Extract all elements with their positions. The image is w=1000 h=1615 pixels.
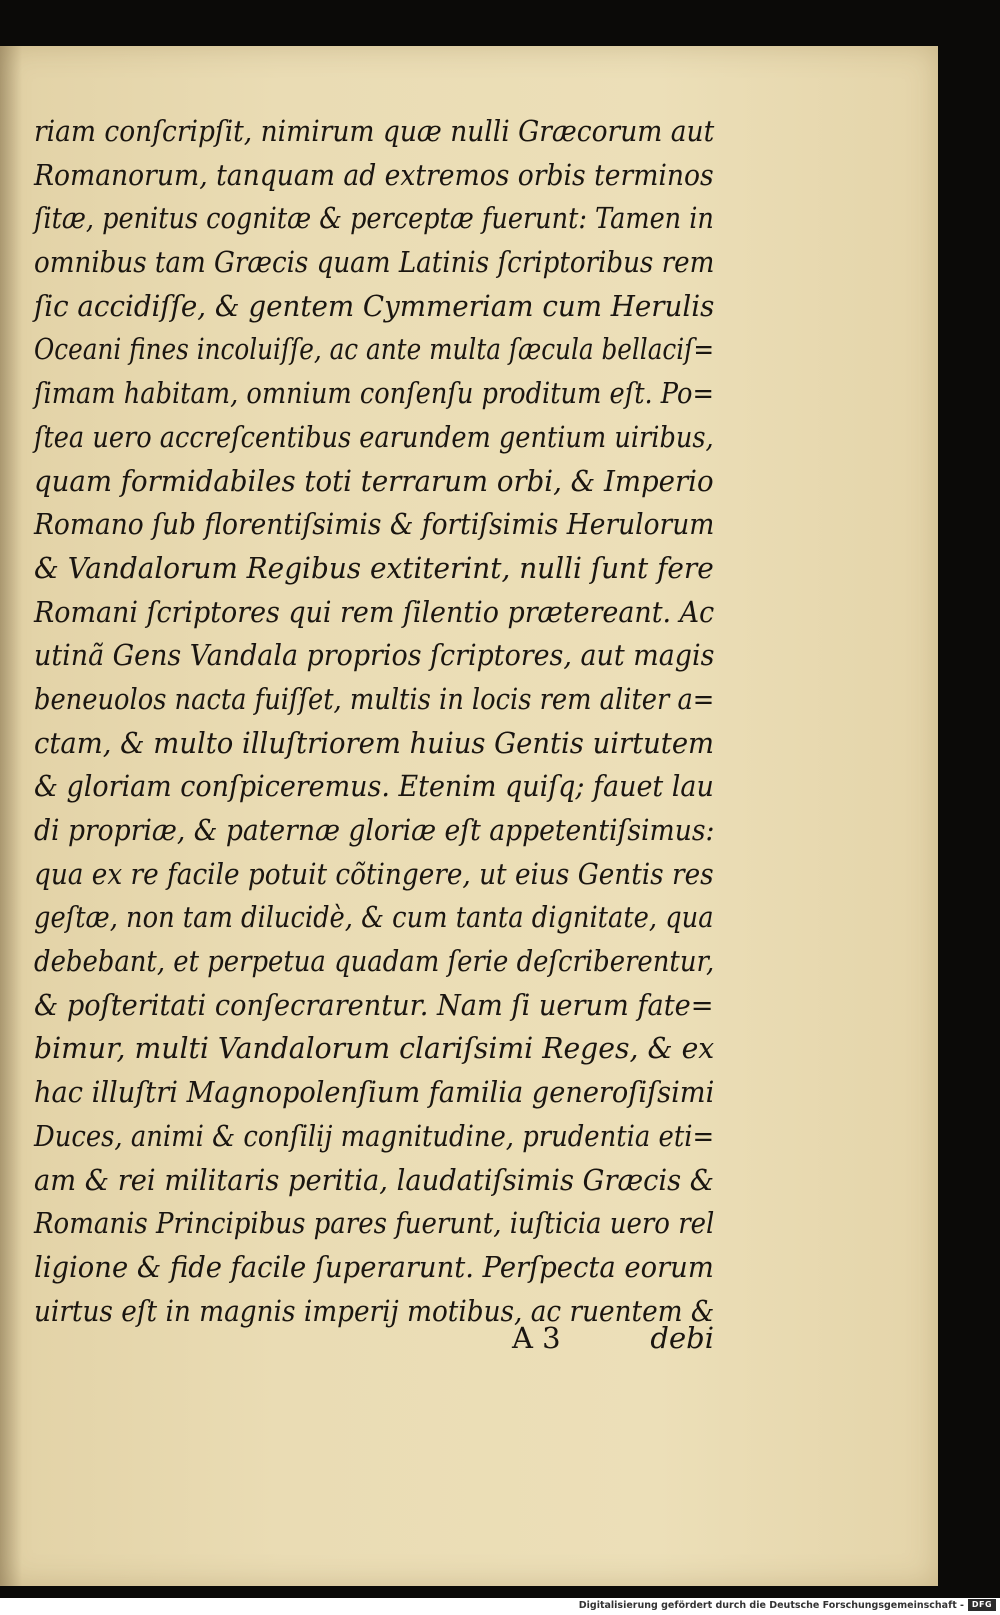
book-page	[0, 46, 938, 1586]
text-line: riam conſcripſit, nimirum quæ nulli Græcorum aut	[34, 114, 715, 148]
dfg-logo: DFG	[968, 1599, 996, 1611]
text-line: ſic accidiſſe, & gentem Cymmeriam cum Herulis	[34, 288, 715, 323]
text-line: debebant, et perpetua quadam ſerie deſcriberentur,	[34, 944, 715, 979]
text-line: omnibus tam Græcis quam Latinis ſcriptoribus rem	[34, 245, 715, 280]
text-line: geſtæ, non tam dilucidè, & cum tanta dignitate, qua	[34, 900, 714, 935]
catchword: debi	[650, 1321, 714, 1355]
text-line: quam formidabiles toti terrarum orbi, & Imperio	[34, 463, 714, 498]
signature-mark: A 3	[512, 1321, 561, 1355]
text-line: ligione & fide facile ſuperarunt. Perſpecta eorum	[34, 1249, 714, 1284]
text-line: & poſteritati conſecrarentur. Nam ſi uerum fate=	[34, 987, 714, 1022]
body-text	[34, 110, 714, 1333]
text-line: ctam, & multo illuſtriorem huius Gentis uirtutem	[34, 725, 715, 760]
text-line: bimur, multi Vandalorum clariſsimi Reges, & ex	[34, 1031, 715, 1066]
text-line: Romanorum, tanquam ad extremos orbis terminos	[34, 157, 714, 192]
text-line: qua ex re facile potuit cõtingere, ut eius Gentis res	[34, 856, 714, 891]
page-foot	[34, 1321, 714, 1365]
text-line: Duces, animi & conſilij magnitudine, prudentia eti=	[34, 1118, 715, 1153]
text-line: Oceani fines incoluiſſe, ac ante multa ſæcula bellaciſ=	[34, 332, 715, 367]
text-line: & Vandalorum Regibus extiterint, nulli ſunt fere	[34, 550, 714, 585]
text-line: ſitæ, penitus cognitæ & perceptæ fuerunt: Tamen in	[34, 201, 714, 236]
text-line: beneuolos nacta fuiſſet, multis in locis rem aliter a=	[34, 681, 715, 716]
text-line: ſimam habitam, omnium conſenſu proditum eſt. Po=	[34, 376, 714, 411]
text-line: Romani ſcriptores qui rem ſilentio prætereant. Ac	[34, 594, 715, 629]
text-line: ſtea uero accreſcentibus earundem gentium uiribus,	[34, 419, 714, 454]
text-line: uirtus eſt in magnis imperij motibus, ac ruentem &	[34, 1293, 715, 1328]
text-line: & gloriam conſpiceremus. Etenim quiſq; fauet lau	[34, 769, 714, 804]
text-line: di propriæ, & paternæ gloriæ eſt appetentiſsimus:	[34, 813, 715, 847]
digitization-footer	[0, 1598, 1000, 1615]
text-line: hac illuſtri Magnopolenſium familia generoſiſsimi	[34, 1075, 715, 1110]
text-line: Romanis Principibus pares fuerunt, iuſticia uero rel	[34, 1206, 715, 1241]
text-line: Romano ſub florentiſsimis & fortiſsimis Herulorum	[34, 507, 715, 542]
funding-credit: Digitalisierung gefördert durch die Deutsche Forschungsgemeinschaft -	[578, 1600, 964, 1611]
text-line: am & rei militaris peritia, laudatiſsimis Græcis &	[34, 1162, 715, 1197]
text-line: utinã Gens Vandala proprios ſcriptores, aut magis	[34, 638, 715, 673]
